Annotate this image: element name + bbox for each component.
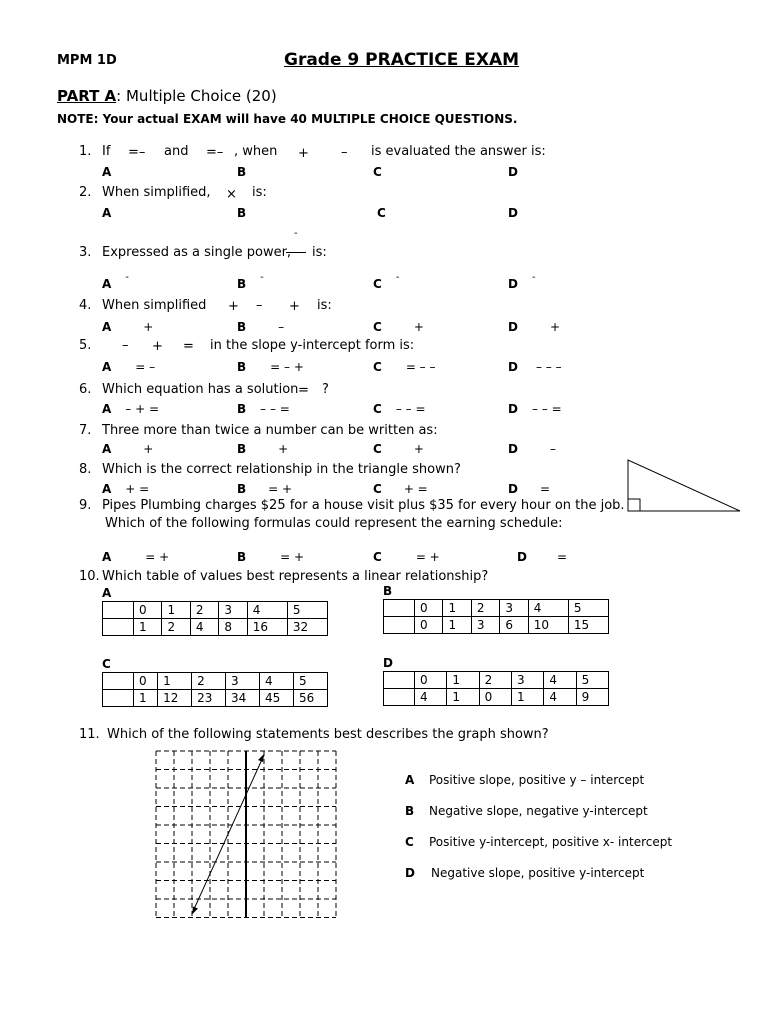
q5-option-d[interactable]: D – – – (508, 360, 562, 374)
q11-line-graph (152, 748, 342, 922)
q1-text-3: , when (234, 144, 278, 159)
q1-option-d[interactable]: D (508, 165, 518, 179)
q6-option-c[interactable]: C – – = (373, 402, 426, 416)
q11-text-1: Which of the following statements best describes the graph shown? (107, 727, 549, 742)
q3-fraction-bar (286, 252, 306, 253)
q1-text-4: is evaluated the answer is: (371, 144, 546, 159)
q10-text-1: Which table of values best represents a linear relationship? (102, 569, 489, 584)
q5-sym-1: – (122, 338, 129, 353)
q1-text-1: If (102, 144, 111, 159)
q3-option-a[interactable]: A - (102, 272, 129, 291)
q2-sym-1: × (226, 187, 237, 202)
graph-arrow-bottom (192, 907, 198, 915)
q5-sym-3: = (183, 339, 194, 354)
q8-text-1: Which is the correct relationship in the triangle shown? (102, 462, 461, 477)
q3-text-2: is: (312, 245, 327, 260)
q3-option-c[interactable]: C - (373, 272, 400, 291)
q6-text-1: Which equation has a solution (102, 382, 299, 397)
q3-number: 3. (79, 245, 92, 260)
part-rest: : Multiple Choice (20) (116, 87, 277, 105)
q9-option-c[interactable]: C = + (373, 550, 440, 564)
q4-number: 4. (79, 298, 92, 313)
q6-option-b[interactable]: B – – = (237, 402, 290, 416)
q9-option-a[interactable]: A = + (102, 550, 170, 564)
part-heading (57, 87, 277, 105)
table-row: 0 1 2 3 4 5 (103, 602, 328, 619)
exam-note: NOTE: Your actual EXAM will have 40 MULTIPLE CHOICE QUESTIONS. (57, 112, 518, 126)
part-label: PART A (57, 87, 117, 105)
q4-option-a[interactable]: A + (102, 320, 154, 334)
q4-sym-3: + (289, 299, 300, 314)
q5-option-b[interactable]: B = – + (237, 360, 304, 374)
q5-text-1: in the slope y-intercept form is: (210, 338, 415, 353)
q10-table-c-label[interactable]: C (102, 657, 111, 671)
q7-option-c[interactable]: C + (373, 442, 424, 456)
q8-option-c[interactable]: C + = (373, 482, 428, 496)
q8-number: 8. (79, 462, 92, 477)
q11-option-c[interactable]: C Positive y-intercept, positive x- intercept (405, 835, 673, 849)
q8-option-a[interactable]: A + = (102, 482, 150, 496)
q8-option-b[interactable]: B = + (237, 482, 293, 496)
q5-option-a[interactable]: A = – (102, 360, 156, 374)
q10-table-c (102, 672, 328, 707)
q2-option-a[interactable]: A (102, 206, 112, 220)
q3-option-b[interactable]: B - (237, 272, 264, 291)
q6-text-2: ? (322, 382, 329, 397)
q9-option-d[interactable]: D = (517, 550, 568, 564)
table-row: 1 12 23 34 45 56 (103, 690, 328, 707)
q2-number: 2. (79, 185, 92, 200)
q4-text-1: When simplified (102, 298, 207, 313)
course-code: MPM 1D (57, 53, 117, 68)
q10-table-a (102, 601, 328, 636)
q10-table-a-label[interactable]: A (102, 586, 112, 600)
graph-arrow-top (258, 754, 264, 762)
q5-sym-2: + (152, 339, 163, 354)
q7-text-1: Three more than twice a number can be written as: (102, 423, 438, 438)
q9-text-1: Pipes Plumbing charges $25 for a house visit plus $35 for every hour on the job. (102, 498, 625, 513)
q11-option-a[interactable]: A Positive slope, positive y – intercept (405, 773, 645, 787)
q10-table-d (383, 671, 609, 706)
q10-table-b (383, 599, 609, 634)
table-row: 1 2 4 8 16 32 (103, 619, 328, 636)
q9-option-b[interactable]: B = + (237, 550, 305, 564)
q1-sym-4: – (341, 145, 348, 160)
q6-option-d[interactable]: D – – = (508, 402, 562, 416)
q11-option-b[interactable]: B Negative slope, negative y-intercept (405, 804, 648, 818)
q1-option-a[interactable]: A (102, 165, 112, 179)
page-title: Grade 9 PRACTICE EXAM (284, 50, 520, 70)
q3-option-d[interactable]: D - (508, 272, 536, 291)
q4-option-d[interactable]: D + (508, 320, 561, 334)
q5-number: 5. (79, 338, 92, 353)
q4-sym-2: – (256, 298, 263, 313)
table-row: 0 1 2 3 4 5 (103, 673, 328, 690)
q9-number: 9. (79, 498, 92, 513)
q1-sym-3: + (298, 146, 309, 161)
q5-option-c[interactable]: C = – – (373, 360, 436, 374)
q6-number: 6. (79, 382, 92, 397)
q10-table-d-label[interactable]: D (383, 656, 393, 670)
q7-option-a[interactable]: A + (102, 442, 154, 456)
q8-option-d[interactable]: D = (508, 482, 551, 496)
q10-table-b-label[interactable]: B (383, 584, 393, 598)
q7-option-b[interactable]: B + (237, 442, 289, 456)
q1-sym-1: =– (128, 145, 146, 160)
table-row: 0 1 3 6 10 15 (384, 617, 609, 634)
q2-option-b[interactable]: B (237, 206, 247, 220)
q4-option-c[interactable]: C + (373, 320, 424, 334)
q11-number: 11. (79, 727, 100, 742)
table-row: 0 1 2 3 4 5 (384, 600, 609, 617)
q7-number: 7. (79, 423, 92, 438)
q4-option-b[interactable]: B – (237, 320, 285, 334)
q9-text-2: Which of the following formulas could represent the earning schedule: (105, 516, 563, 531)
q6-option-a[interactable]: A – + = (102, 402, 160, 416)
q7-option-d[interactable]: D – (508, 442, 556, 456)
q1-option-b[interactable]: B (237, 165, 247, 179)
q2-text-1: When simplified, (102, 185, 211, 200)
q1-text-2: and (164, 144, 189, 159)
right-triangle-figure (620, 455, 746, 515)
q3-fraction-sup: - (294, 228, 298, 239)
q2-option-d[interactable]: D (508, 206, 518, 220)
q2-text-2: is: (252, 185, 267, 200)
table-row: 4 1 0 1 4 9 (384, 689, 609, 706)
q4-text-2: is: (317, 298, 332, 313)
q4-sym-1: + (228, 299, 239, 314)
q1-number: 1. (79, 144, 92, 159)
q10-number: 10. (79, 569, 100, 584)
q11-option-d[interactable]: D Negative slope, positive y-intercept (405, 866, 645, 880)
q1-option-c[interactable]: C (373, 165, 382, 179)
q2-option-c[interactable]: C (377, 206, 386, 220)
q6-sym-1: = (298, 383, 309, 398)
q3-text-1: Expressed as a single power, (102, 245, 292, 260)
table-row: 0 1 2 3 4 5 (384, 672, 609, 689)
q1-sym-2: =– (206, 145, 224, 160)
